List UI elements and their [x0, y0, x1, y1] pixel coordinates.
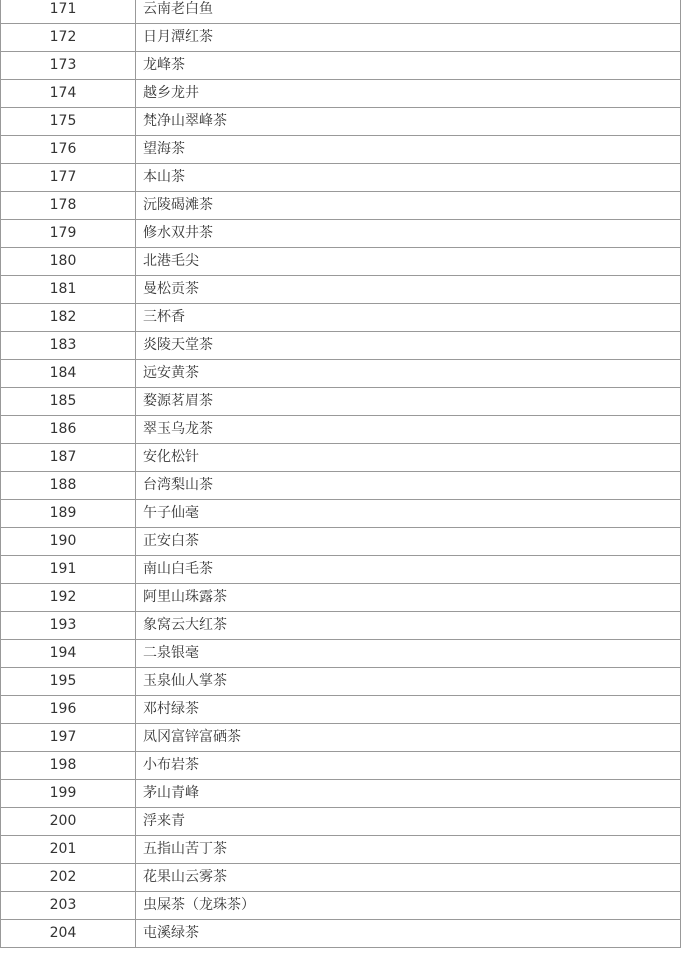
tea-name-cell: 日月潭红茶 — [136, 24, 681, 52]
tea-name-cell: 望海茶 — [136, 136, 681, 164]
tea-name-cell: 越乡龙井 — [136, 80, 681, 108]
row-number-cell: 187 — [1, 444, 136, 472]
tea-name-cell: 婺源茗眉茶 — [136, 388, 681, 416]
table-row — [1, 724, 681, 752]
tea-list-body — [1, 0, 681, 948]
tea-name-cell: 象窝云大红茶 — [136, 612, 681, 640]
tea-name-cell: 安化松针 — [136, 444, 681, 472]
tea-name-cell: 玉泉仙人掌茶 — [136, 668, 681, 696]
table-row — [1, 556, 681, 584]
table-row — [1, 780, 681, 808]
table-row — [1, 500, 681, 528]
row-number-cell: 172 — [1, 24, 136, 52]
tea-name-cell: 本山茶 — [136, 164, 681, 192]
table-row — [1, 836, 681, 864]
tea-name-cell: 茅山青峰 — [136, 780, 681, 808]
tea-name-cell: 龙峰茶 — [136, 52, 681, 80]
tea-name-cell: 云南老白鱼 — [136, 0, 681, 24]
row-number-cell: 199 — [1, 780, 136, 808]
table-row — [1, 220, 681, 248]
row-number-cell: 198 — [1, 752, 136, 780]
table-row — [1, 612, 681, 640]
table-row — [1, 528, 681, 556]
row-number-cell: 183 — [1, 332, 136, 360]
row-number-cell: 191 — [1, 556, 136, 584]
table-row — [1, 696, 681, 724]
row-number-cell: 204 — [1, 920, 136, 948]
table-row — [1, 276, 681, 304]
row-number-cell: 171 — [1, 0, 136, 24]
row-number-cell: 176 — [1, 136, 136, 164]
row-number-cell: 178 — [1, 192, 136, 220]
tea-name-cell: 邓村绿茶 — [136, 696, 681, 724]
table-row — [1, 416, 681, 444]
table-row — [1, 864, 681, 892]
tea-name-cell: 台湾梨山茶 — [136, 472, 681, 500]
table-row — [1, 584, 681, 612]
table-row — [1, 332, 681, 360]
tea-name-cell: 梵净山翠峰茶 — [136, 108, 681, 136]
table-row — [1, 360, 681, 388]
table-row — [1, 920, 681, 948]
row-number-cell: 201 — [1, 836, 136, 864]
row-number-cell: 177 — [1, 164, 136, 192]
table-row — [1, 136, 681, 164]
table-row — [1, 752, 681, 780]
table-row — [1, 80, 681, 108]
table-row — [1, 808, 681, 836]
row-number-cell: 203 — [1, 892, 136, 920]
tea-name-cell: 午子仙毫 — [136, 500, 681, 528]
row-number-cell: 184 — [1, 360, 136, 388]
tea-name-cell: 翠玉乌龙茶 — [136, 416, 681, 444]
table-row — [1, 892, 681, 920]
tea-name-cell: 修水双井茶 — [136, 220, 681, 248]
table-row — [1, 304, 681, 332]
tea-name-cell: 凤冈富锌富硒茶 — [136, 724, 681, 752]
row-number-cell: 196 — [1, 696, 136, 724]
row-number-cell: 179 — [1, 220, 136, 248]
table-row — [1, 388, 681, 416]
row-number-cell: 174 — [1, 80, 136, 108]
row-number-cell: 180 — [1, 248, 136, 276]
tea-name-cell: 屯溪绿茶 — [136, 920, 681, 948]
tea-name-cell: 远安黄茶 — [136, 360, 681, 388]
row-number-cell: 182 — [1, 304, 136, 332]
table-row — [1, 668, 681, 696]
row-number-cell: 173 — [1, 52, 136, 80]
table-row — [1, 192, 681, 220]
row-number-cell: 188 — [1, 472, 136, 500]
tea-name-cell: 沅陵碣滩茶 — [136, 192, 681, 220]
table-row — [1, 52, 681, 80]
table-row — [1, 164, 681, 192]
tea-name-cell: 南山白毛茶 — [136, 556, 681, 584]
table-row — [1, 108, 681, 136]
row-number-cell: 181 — [1, 276, 136, 304]
table-row — [1, 24, 681, 52]
row-number-cell: 200 — [1, 808, 136, 836]
row-number-cell: 197 — [1, 724, 136, 752]
tea-name-cell: 北港毛尖 — [136, 248, 681, 276]
tea-name-cell: 正安白茶 — [136, 528, 681, 556]
row-number-cell: 202 — [1, 864, 136, 892]
tea-name-cell: 浮来青 — [136, 808, 681, 836]
tea-name-cell: 曼松贡茶 — [136, 276, 681, 304]
tea-name-cell: 五指山苦丁茶 — [136, 836, 681, 864]
row-number-cell: 193 — [1, 612, 136, 640]
tea-name-cell: 炎陵天堂茶 — [136, 332, 681, 360]
tea-name-cell: 二泉银毫 — [136, 640, 681, 668]
row-number-cell: 189 — [1, 500, 136, 528]
tea-name-cell: 小布岩茶 — [136, 752, 681, 780]
table-row — [1, 248, 681, 276]
row-number-cell: 192 — [1, 584, 136, 612]
table-row — [1, 472, 681, 500]
table-row — [1, 444, 681, 472]
row-number-cell: 185 — [1, 388, 136, 416]
tea-name-cell: 三杯香 — [136, 304, 681, 332]
row-number-cell: 190 — [1, 528, 136, 556]
row-number-cell: 186 — [1, 416, 136, 444]
row-number-cell: 195 — [1, 668, 136, 696]
row-number-cell: 175 — [1, 108, 136, 136]
tea-name-cell: 虫屎茶（龙珠茶） — [136, 892, 681, 920]
table-row — [1, 0, 681, 24]
tea-name-cell: 阿里山珠露茶 — [136, 584, 681, 612]
tea-name-cell: 花果山云雾茶 — [136, 864, 681, 892]
table-row — [1, 640, 681, 668]
row-number-cell: 194 — [1, 640, 136, 668]
